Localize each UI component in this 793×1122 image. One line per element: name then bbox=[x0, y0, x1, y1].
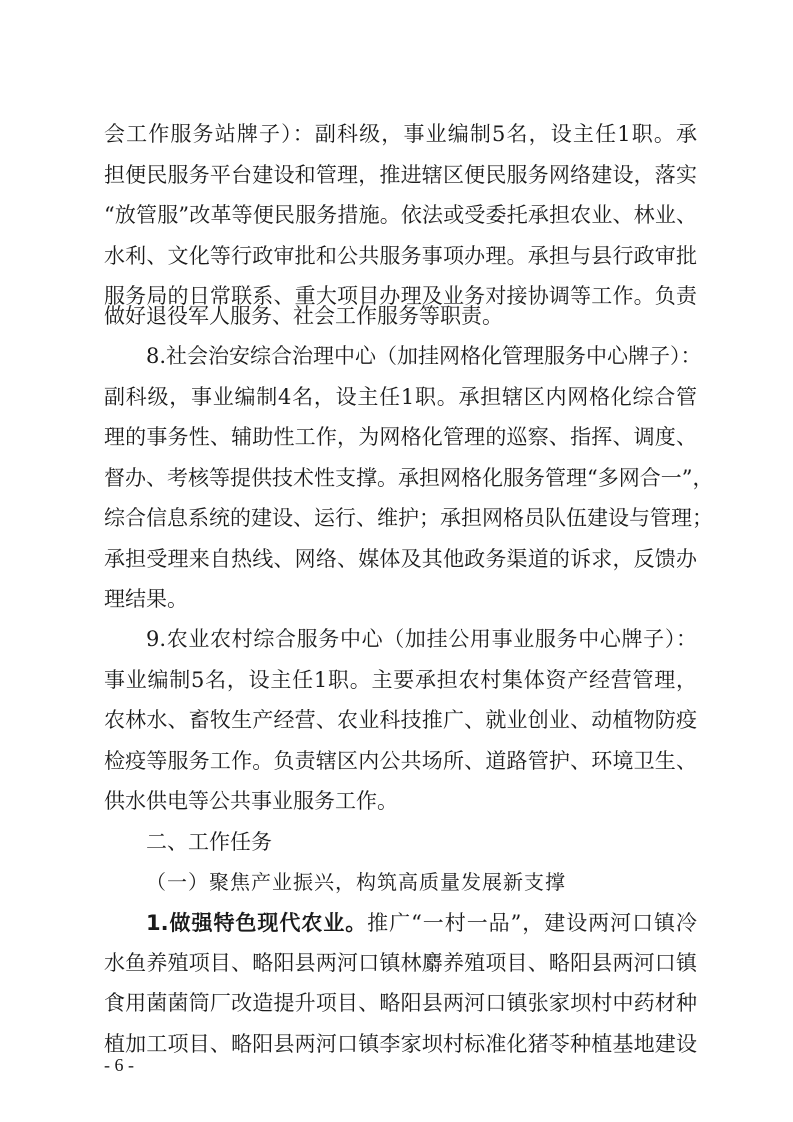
sub-heading: （一）聚焦产业振兴，构筑高质量发展新支撑 bbox=[146, 870, 566, 894]
paragraph-line: 理结果。 bbox=[104, 587, 188, 611]
paragraph-line: 担便民服务平台建设和管理，推进辖区便民服务网络建设，落实 bbox=[104, 163, 697, 187]
item-first-line-text: 推广“一村一品”，建设两河口镇冷 bbox=[367, 911, 697, 935]
paragraph-line: 综合信息系统的建设、运行、维护；承担网格员队伍建设与管理； bbox=[104, 506, 713, 530]
paragraph-line: 理的事务性、辅助性工作，为网格化管理的巡察、指挥、调度、 bbox=[104, 425, 697, 449]
item-first-line bbox=[146, 905, 697, 941]
paragraph-line: 承担受理来自热线、网络、媒体及其他政务渠道的诉求，反馈办 bbox=[104, 547, 697, 571]
paragraph-line: 事业编制5名，设主任1职。主要承担农村集体资产经营管理， bbox=[104, 668, 697, 692]
paragraph-line: 会工作服务站牌子）：副科级，事业编制5名，设主任1职。承 bbox=[104, 122, 697, 146]
paragraph-line: 农林水、畜牧生产经营、农业科技推广、就业创业、动植物防疫 bbox=[104, 708, 697, 732]
item-bold-lead: 1.做强特色现代农业。 bbox=[146, 911, 368, 935]
paragraph-line: 服务局的日常联系、重大项目办理及业务对接协调等工作。负责 bbox=[104, 284, 697, 308]
paragraph-line: 供水供电等公共事业服务工作。 bbox=[104, 789, 398, 813]
paragraph-line: 检疫等服务工作。负责辖区内公共场所、道路管护、环境卫生、 bbox=[104, 749, 697, 773]
paragraph-line: “放管服”改革等便民服务措施。依法或受委托承担农业、林业、 bbox=[104, 203, 697, 227]
paragraph-line: 水鱼养殖项目、略阳县两河口镇林麝养殖项目、略阳县两河口镇 bbox=[104, 951, 697, 975]
paragraph-line: 9.农业农村综合服务中心（加挂公用事业服务中心牌子）： bbox=[146, 627, 697, 651]
paragraph-line: 食用菌菌筒厂改造提升项目、略阳县两河口镇张家坝村中药材种 bbox=[104, 991, 697, 1015]
section-heading: 二、工作任务 bbox=[146, 830, 272, 854]
paragraph-line: 植加工项目、略阳县两河口镇李家坝村标准化猪苓种植基地建设 bbox=[104, 1032, 697, 1056]
page-number: - 6 - bbox=[104, 1055, 134, 1075]
paragraph-line: 督办、考核等提供技术性支撑。承担网格化服务管理“多网合一”， bbox=[104, 466, 714, 490]
paragraph-line: 副科级，事业编制4名，设主任1职。承担辖区内网格化综合管 bbox=[104, 385, 697, 409]
paragraph-line: 水利、文化等行政审批和公共服务事项办理。承担与县行政审批 bbox=[104, 244, 697, 268]
paragraph-line: 做好退役军人服务、社会工作服务等职责。 bbox=[104, 304, 503, 328]
paragraph-line: 8.社会治安综合治理中心（加挂网格化管理服务中心牌子）： bbox=[146, 344, 702, 368]
